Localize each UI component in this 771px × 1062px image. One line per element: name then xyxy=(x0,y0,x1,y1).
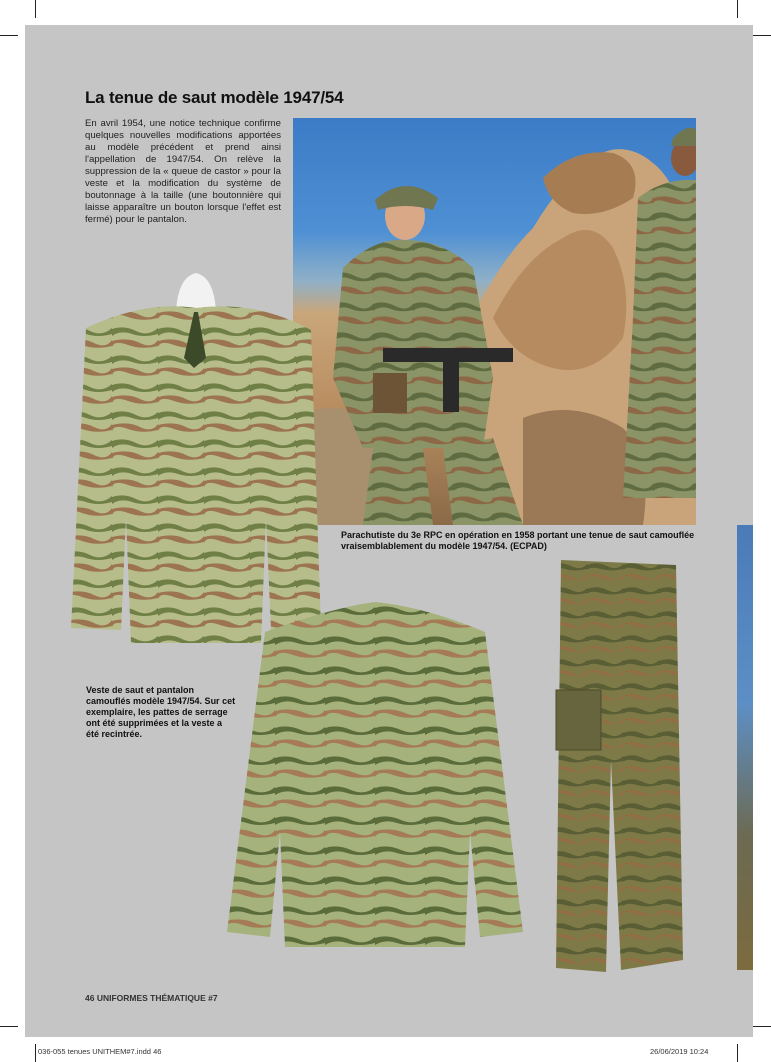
article-intro: En avril 1954, une notice technique confirme quelques nouvelles modifications apportées au modèle précédent et prend ainsi l'appellation de 1947/54. On relève la suppression de la « queue de castor » pour la veste et la modification du système de boutonnage à la taille (une boutonnière qui laisse apparaître un bouton lorsque l'effet est fermé) pour le pantalon. xyxy=(85,118,281,225)
slug-file: 036-055 tenues UNITHEM#7.indd 46 xyxy=(38,1047,162,1056)
mannequin-jacket-image xyxy=(66,268,326,648)
crop-mark xyxy=(737,1044,738,1062)
crop-mark xyxy=(35,0,36,18)
slug-date: 26/06/2019 10:24 xyxy=(650,1047,709,1056)
page-footer: 46 UNIFORMES THÉMATIQUE #7 xyxy=(85,993,218,1003)
adjacent-page-edge xyxy=(737,525,753,970)
article-title: La tenue de saut modèle 1947/54 xyxy=(85,88,344,107)
crop-mark xyxy=(737,0,738,18)
paratrooper-photo-art xyxy=(293,118,696,525)
crop-mark xyxy=(753,35,771,36)
photo-caption: Parachutiste du 3e RPC en opération en 1958 portant une tenue de saut camouflée vraisemblablement du modèle 1947/54. (ECPAD) xyxy=(341,530,695,551)
crop-mark xyxy=(753,1026,771,1027)
trousers-image xyxy=(551,560,686,975)
paratrooper-photo xyxy=(293,118,696,525)
crop-mark xyxy=(0,1026,18,1027)
crop-mark xyxy=(35,1044,36,1062)
crop-mark xyxy=(0,35,18,36)
gear-caption: Veste de saut et pantalon camouflés modèle 1947/54. Sur cet exemplaire, les pattes de serrage ont été supprimées et la veste a été recintrée. xyxy=(86,685,236,739)
jacket-image xyxy=(225,602,525,947)
